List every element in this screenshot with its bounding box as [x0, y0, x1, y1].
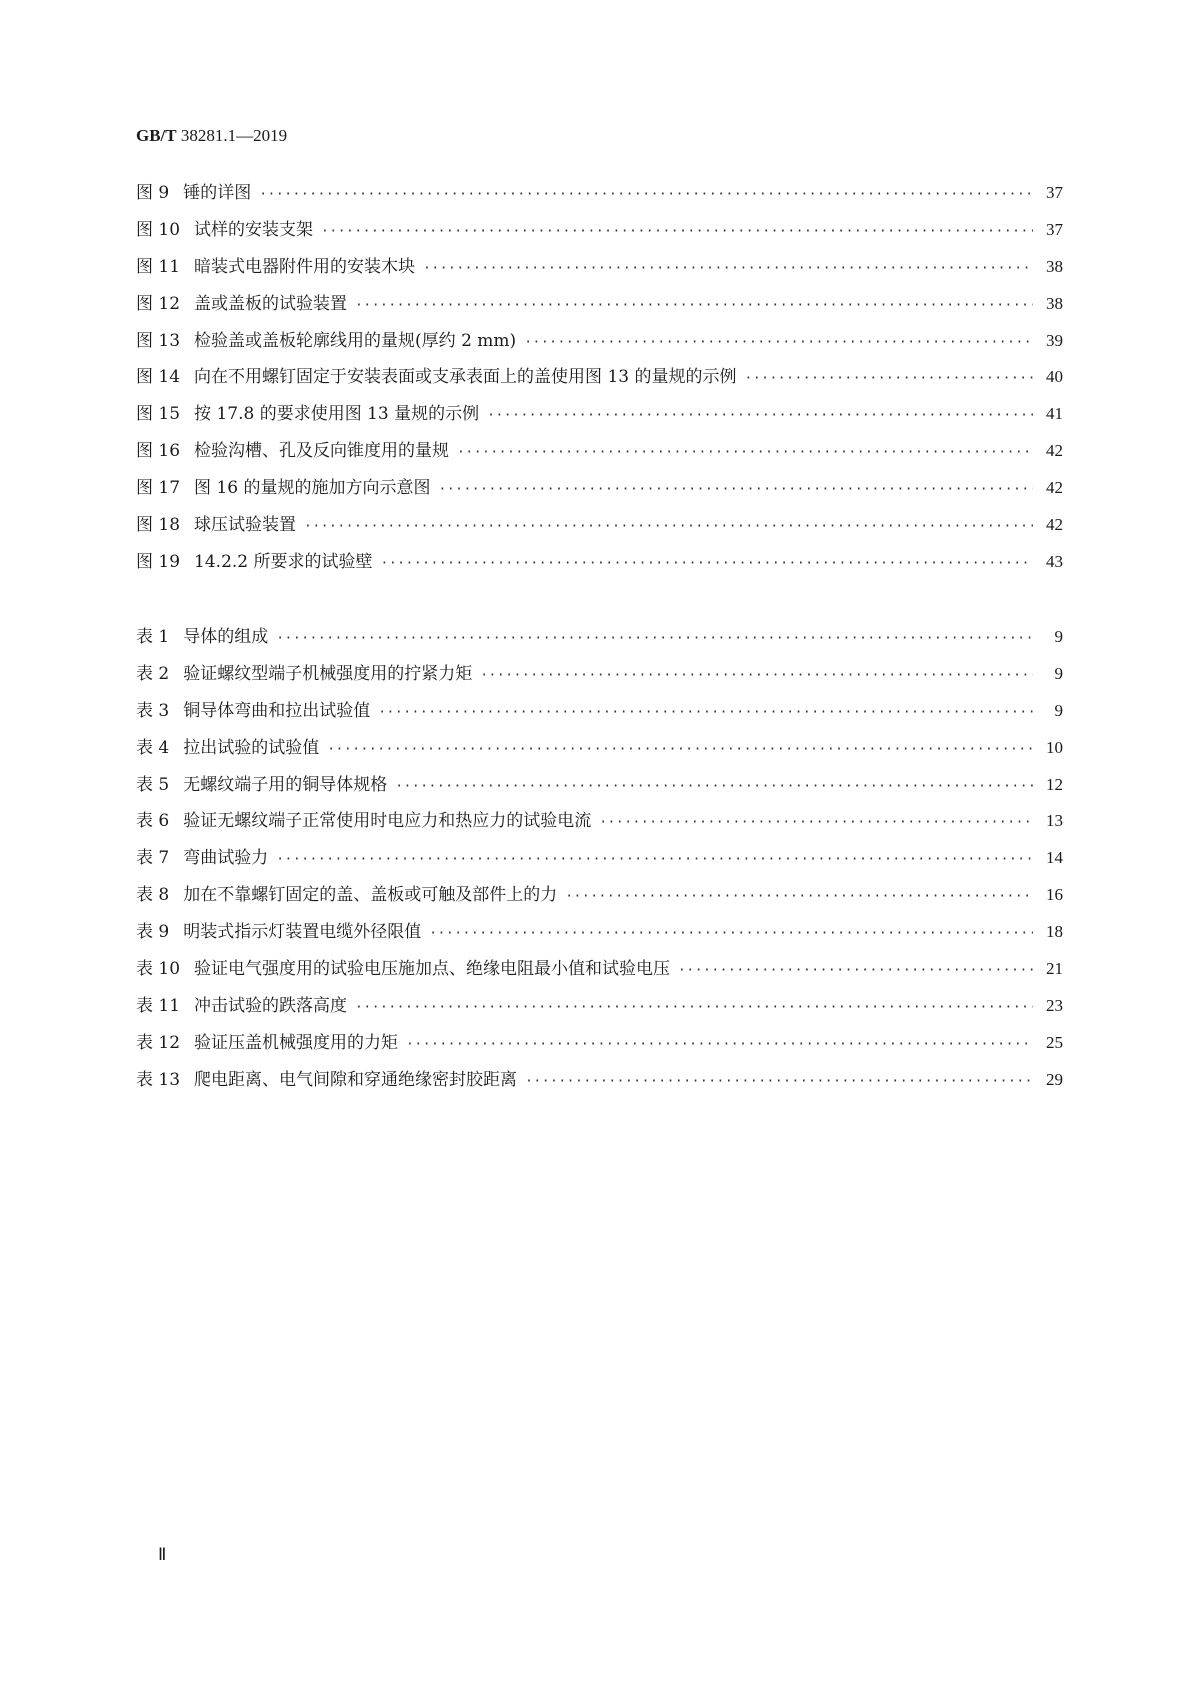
figure-label: 图 18 — [136, 515, 181, 536]
table-page: 9 — [1054, 663, 1063, 683]
figure-label: 图 15 — [136, 404, 181, 425]
table-title: 验证螺纹型端子机械强度用的拧紧力矩 — [183, 663, 473, 684]
figure-entry[interactable] — [136, 252, 1063, 289]
dot-leader — [304, 519, 1033, 534]
figure-page: 43 — [1046, 551, 1063, 571]
figure-entry[interactable] — [136, 473, 1063, 510]
dot-leader — [678, 963, 1033, 978]
dot-leader — [259, 187, 1033, 202]
table-label: 表 6 — [136, 811, 170, 832]
figure-title: 锤的详图 — [183, 183, 252, 203]
dot-leader — [406, 1037, 1033, 1052]
figure-page: 42 — [1046, 478, 1063, 498]
figure-entry[interactable] — [136, 547, 1063, 584]
table-page: 21 — [1046, 959, 1063, 979]
dot-leader — [355, 1000, 1033, 1015]
figure-title: 盖或盖板的试验装置 — [194, 293, 348, 314]
table-label: 表 7 — [136, 848, 170, 869]
table-label: 表 13 — [136, 1069, 181, 1090]
dot-leader — [355, 298, 1033, 313]
document-header — [136, 126, 287, 146]
standard-code: GB/T — [136, 126, 177, 145]
figure-title: 检验盖或盖板轮廓线用的量规(厚约 2 mm) — [194, 330, 517, 351]
table-page: 9 — [1054, 627, 1063, 646]
table-entry[interactable] — [136, 806, 1063, 843]
table-page: 12 — [1046, 774, 1063, 794]
dot-leader — [457, 445, 1033, 460]
dot-leader — [276, 852, 1033, 867]
dot-leader — [321, 224, 1033, 239]
table-entry[interactable] — [136, 1028, 1063, 1065]
table-page: 9 — [1054, 700, 1063, 720]
figure-entry[interactable] — [136, 436, 1063, 473]
figure-title: 检验沟槽、孔及反向锥度用的量规 — [194, 441, 450, 462]
figure-label: 图 14 — [136, 367, 181, 388]
dot-leader — [599, 815, 1033, 830]
figure-page: 38 — [1046, 256, 1063, 276]
table-title: 加在不靠螺钉固定的盖、盖板或可触及部件上的力 — [183, 885, 558, 906]
table-entry[interactable] — [136, 843, 1063, 880]
table-entry[interactable] — [136, 991, 1063, 1028]
standard-number: 38281.1—2019 — [180, 126, 288, 145]
table-title: 拉出试验的试验值 — [183, 737, 320, 758]
dot-leader — [381, 556, 1033, 571]
table-page: 29 — [1046, 1069, 1063, 1089]
table-entry[interactable] — [136, 880, 1063, 917]
figure-title: 球压试验装置 — [194, 515, 297, 536]
table-label: 表 3 — [136, 700, 170, 721]
table-title: 验证无螺纹端子正常使用时电应力和热应力的试验电流 — [183, 811, 592, 832]
table-title: 铜导体弯曲和拉出试验值 — [183, 700, 371, 721]
figure-entry[interactable] — [136, 178, 1063, 215]
table-label: 表 4 — [136, 737, 170, 758]
figure-page: 37 — [1046, 183, 1063, 202]
table-page: 14 — [1046, 848, 1063, 868]
table-title: 弯曲试验力 — [183, 848, 269, 869]
figure-label: 图 12 — [136, 293, 181, 314]
table-label: 表 10 — [136, 959, 181, 980]
table-page: 18 — [1046, 922, 1063, 942]
table-page: 16 — [1046, 885, 1063, 905]
dot-leader — [525, 1074, 1033, 1089]
figure-label: 图 17 — [136, 478, 181, 499]
table-entry[interactable] — [136, 733, 1063, 770]
figure-title: 暗装式电器附件用的安装木块 — [194, 256, 416, 277]
table-title: 验证电气强度用的试验电压施加点、绝缘电阻最小值和试验电压 — [194, 959, 671, 980]
figure-title: 图 16 的量规的施加方向示意图 — [194, 478, 431, 499]
table-title: 验证压盖机械强度用的力矩 — [194, 1032, 399, 1053]
table-title: 爬电距离、电气间隙和穿通绝缘密封胶距离 — [194, 1069, 518, 1090]
dot-leader — [429, 926, 1033, 941]
table-page: 10 — [1046, 737, 1063, 757]
figure-title: 试样的安装支架 — [194, 219, 314, 240]
table-label: 表 11 — [136, 995, 181, 1016]
figure-page: 42 — [1046, 515, 1063, 535]
table-title: 明装式指示灯装置电缆外径限值 — [183, 922, 422, 943]
table-entry[interactable] — [136, 659, 1063, 696]
figure-entry[interactable] — [136, 289, 1063, 326]
table-page: 23 — [1046, 995, 1063, 1015]
figure-page: 42 — [1046, 441, 1063, 461]
dot-leader — [524, 335, 1033, 350]
figure-entry[interactable] — [136, 362, 1063, 399]
dot-leader — [565, 889, 1033, 904]
dot-leader — [395, 779, 1033, 794]
table-title: 无螺纹端子用的铜导体规格 — [183, 774, 388, 795]
table-entry[interactable] — [136, 917, 1063, 954]
dot-leader — [487, 408, 1033, 423]
figure-list — [136, 178, 1063, 584]
figure-title: 向在不用螺钉固定于安装表面或支承表面上的盖使用图 13 的量规的示例 — [194, 367, 737, 388]
figure-entry[interactable] — [136, 510, 1063, 547]
table-label: 表 1 — [136, 627, 170, 647]
dot-leader — [480, 668, 1033, 683]
figure-title: 按 17.8 的要求使用图 13 量规的示例 — [194, 404, 480, 425]
figure-page: 39 — [1046, 330, 1063, 350]
dot-leader — [439, 482, 1034, 497]
figure-page: 40 — [1046, 367, 1063, 387]
dot-leader — [423, 261, 1033, 276]
dot-leader — [745, 371, 1034, 386]
table-entry[interactable] — [136, 770, 1063, 807]
figure-label: 图 19 — [136, 551, 181, 572]
table-entry[interactable] — [136, 622, 1063, 659]
figure-entry[interactable] — [136, 326, 1063, 363]
table-label: 表 2 — [136, 663, 170, 684]
figure-page: 37 — [1046, 219, 1063, 239]
table-entry[interactable] — [136, 1065, 1063, 1102]
table-title: 导体的组成 — [183, 627, 269, 647]
table-label: 表 5 — [136, 774, 170, 795]
figure-label: 图 9 — [136, 183, 170, 203]
figure-label: 图 11 — [136, 256, 181, 277]
figure-page: 38 — [1046, 293, 1063, 313]
figure-title: 14.2.2 所要求的试验壁 — [194, 551, 373, 572]
table-label: 表 9 — [136, 922, 170, 943]
dot-leader — [276, 631, 1033, 646]
table-label: 表 8 — [136, 885, 170, 906]
dot-leader — [378, 705, 1033, 720]
figure-entry[interactable] — [136, 399, 1063, 436]
figure-label: 图 13 — [136, 330, 181, 351]
table-entry[interactable] — [136, 696, 1063, 733]
table-label: 表 12 — [136, 1032, 181, 1053]
table-page: 13 — [1046, 811, 1063, 831]
figure-label: 图 10 — [136, 219, 181, 240]
table-title: 冲击试验的跌落高度 — [194, 995, 348, 1016]
page-number: Ⅱ — [158, 1545, 167, 1564]
table-page: 25 — [1046, 1032, 1063, 1052]
table-entry[interactable] — [136, 954, 1063, 991]
table-list — [136, 622, 1063, 1102]
figure-label: 图 16 — [136, 441, 181, 462]
figure-page: 41 — [1046, 404, 1063, 424]
figure-entry[interactable] — [136, 215, 1063, 252]
dot-leader — [327, 742, 1033, 757]
